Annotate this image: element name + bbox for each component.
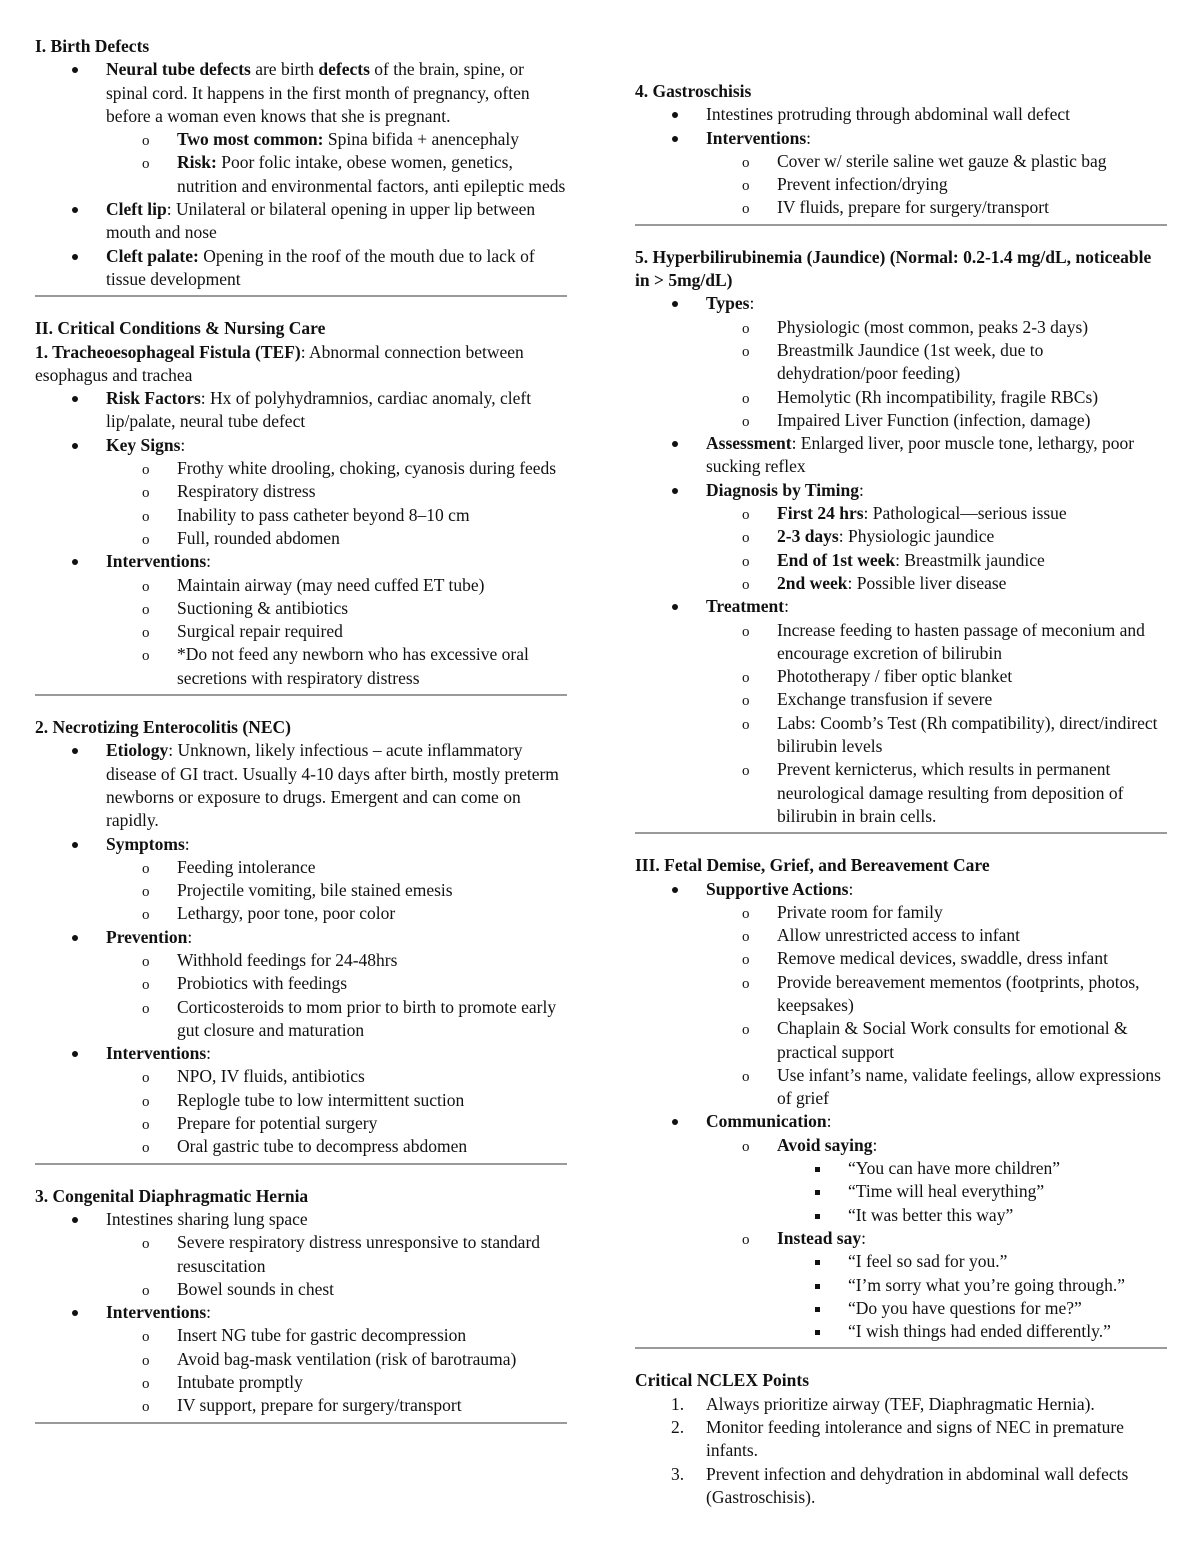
- divider: [35, 694, 567, 696]
- circle-bullet-icon: o: [742, 763, 750, 780]
- text: Spina bifida + anencephaly: [323, 129, 519, 150]
- circle-bullet-icon: o: [742, 716, 750, 733]
- circle-bullet-icon: o: [142, 601, 150, 618]
- divider: [635, 832, 1167, 834]
- list-item: o Hemolytic (Rh incompatibility, fragile RBCs): [636, 386, 1167, 409]
- list-item: “Do you have questions for me?”: [637, 1297, 1167, 1320]
- circle-bullet-icon: o: [142, 1093, 150, 1110]
- list-item: o Maintain airway (may need cuffed ET tube): [36, 574, 567, 597]
- bullet-icon: [671, 292, 677, 315]
- circle-bullet-icon: o: [142, 953, 150, 970]
- list-item: o Respiratory distress: [36, 480, 567, 503]
- list-item: o Oral gastric tube to decompress abdomen: [36, 1135, 567, 1158]
- list-item: o Chaplain & Social Work consults for emotional & practical support: [742, 1018, 1128, 1062]
- circle-bullet-icon: o: [142, 860, 150, 877]
- list-item: o Impaired Liver Function (infection, damage): [636, 409, 1167, 432]
- list-item: o Instead say: “I feel so sad for you.” “I’m sorry what you’re going through.” “Do you have questions for me?” “I wish things had ended differently.”: [636, 1227, 1167, 1343]
- square-bullet-icon: [814, 1250, 819, 1273]
- bullet-icon: [671, 878, 677, 901]
- bullet-icon: [71, 387, 77, 410]
- list-item: o Prevent infection/drying: [636, 173, 1167, 196]
- square-bullet-icon: [814, 1157, 819, 1180]
- circle-bullet-icon: o: [142, 1282, 150, 1299]
- term: Cleft lip: [106, 199, 167, 220]
- circle-bullet-icon: o: [142, 1070, 150, 1087]
- divider: [635, 224, 1167, 226]
- circle-bullet-icon: o: [742, 1068, 750, 1085]
- list-item: o 2-3 days: Physiologic jaundice: [636, 525, 1167, 548]
- list-item: o Bowel sounds in chest: [36, 1278, 567, 1301]
- bullet-icon: [671, 479, 677, 502]
- list-item: Interventions: o Maintain airway (may need cuffed ET tube) o Suctioning & antibiotics o Surgical repair required o *Do not feed any newborn who has excessive oral secretions with respiratory distress: [35, 550, 567, 690]
- circle-bullet-icon: o: [742, 929, 750, 946]
- left-column: [35, 35, 567, 1444]
- circle-bullet-icon: o: [742, 154, 750, 171]
- list-item: “I wish things had ended differently.”: [637, 1320, 1167, 1343]
- list-item: Assessment: Enlarged liver, poor muscle tone, lethargy, poor sucking reflex: [635, 432, 1167, 479]
- list-item: o Insert NG tube for gastric decompression: [36, 1324, 567, 1347]
- list-item: o NPO, IV fluids, antibiotics: [36, 1065, 567, 1088]
- circle-bullet-icon: o: [742, 623, 750, 640]
- list-item: o First 24 hrs: Pathological—serious issue: [636, 502, 1167, 525]
- circle-bullet-icon: o: [142, 1236, 150, 1253]
- gastroschisis-title: 4. Gastroschisis: [635, 81, 752, 101]
- list-item: o IV support, prepare for surgery/transport: [36, 1394, 567, 1417]
- nec-title: 2. Necrotizing Enterocolitis (NEC): [35, 717, 291, 738]
- list-item: o *Do not feed any newborn who has excessive oral secretions with respiratory distress: [142, 644, 529, 688]
- cdh-title: 3. Congenital Diaphragmatic Hernia: [35, 1185, 309, 1206]
- divider: [35, 295, 567, 297]
- circle-bullet-icon: o: [142, 531, 150, 548]
- tef-title: 1. Tracheoesophageal Fistula (TEF): Abnormal connection between esophagus and trachea: [35, 341, 524, 385]
- list-item: [36, 128, 567, 151]
- nclex-title: Critical NCLEX Points: [635, 1370, 810, 1391]
- list-item: o Prepare for potential surgery: [36, 1112, 567, 1135]
- list-item: Communication: o Avoid saying: “You can have more children” “Time will heal everything” “It was better this way” o Instead say: “I feel so sad for you.” “I’m sorry what you’re going through.” “Do you have questions for me?” “I wish things had ended differently.”: [635, 1110, 1167, 1343]
- cdh-list: [35, 1208, 567, 1418]
- circle-bullet-icon: o: [742, 1022, 750, 1039]
- list-item: o Remove medical devices, swaddle, dress infant: [636, 947, 1167, 970]
- circle-bullet-icon: o: [742, 553, 750, 570]
- text: Opening in the roof of the mouth due to lack of tissue development: [106, 245, 535, 289]
- list-item: o Use infant’s name, validate feelings, allow expressions of grief: [742, 1064, 1161, 1109]
- birth-defects-title: I. Birth Defects: [35, 36, 150, 56]
- list-item: Supportive Actions: o Private room for family o Allow unrestricted access to infant o Remove medical devices, swaddle, dress infant o Provide bereavement mementos (footprints, photos, keepsakes) o Chaplain & Social Work consults for emotional & practical support o Use infant’s name, validate feelings, allow expressions of grief: [635, 878, 1167, 1111]
- list-item: o Provide bereavement mementos (footprints, photos, keepsakes): [742, 971, 1140, 1015]
- circle-bullet-icon: o: [742, 1138, 750, 1155]
- bullet-icon: [71, 434, 77, 457]
- list-item: o IV fluids, prepare for surgery/transport: [636, 196, 1167, 219]
- list-item: o End of 1st week: Breastmilk jaundice: [636, 549, 1167, 572]
- list-item: o Replogle tube to low intermittent suction: [36, 1089, 567, 1112]
- bullet-icon: [671, 127, 677, 150]
- circle-bullet-icon: o: [742, 975, 750, 992]
- list-item: Treatment: o Increase feeding to hasten passage of meconium and encourage excretion of bilirubin o Phototherapy / fiber optic blanket o Exchange transfusion if severe o Labs: Coomb’s Test (Rh compatibility), direct/indirect bilirubin levels o Prevent kernicterus, which results in permanent neurological damage resulting from deposition of bilirubin in brain cells.: [635, 595, 1167, 828]
- term: Two most common:: [177, 129, 324, 150]
- circle-bullet-icon: o: [142, 1117, 150, 1134]
- list-item: Interventions: o Cover w/ sterile saline wet gauze & plastic bag o Prevent infection/drying o IV fluids, prepare for surgery/transport: [635, 127, 1167, 220]
- term: Cleft palate:: [106, 245, 199, 266]
- circle-bullet-icon: o: [142, 977, 150, 994]
- gastroschisis-list: [635, 103, 1167, 219]
- list-item: o Prevent kernicterus, which results in permanent neurological damage resulting from deposition of bilirubin in brain cells.: [742, 759, 1124, 826]
- circle-bullet-icon: o: [742, 390, 750, 407]
- list-item: o Breastmilk Jaundice (1st week, due to dehydration/poor feeding): [742, 339, 1044, 384]
- list-item: “I feel so sad for you.”: [637, 1250, 1167, 1273]
- circle-bullet-icon: o: [142, 648, 150, 665]
- circle-bullet-icon: o: [742, 530, 750, 547]
- list-item: Prevention: o Withhold feedings for 24-48hrs o Probiotics with feedings o Corticosteroids to mom prior to birth to promote early gut closure and maturation: [35, 926, 567, 1042]
- tef-list: [35, 387, 567, 690]
- circle-bullet-icon: o: [142, 1352, 150, 1369]
- list-item: o Lethargy, poor tone, poor color: [36, 902, 567, 925]
- divider: [35, 1163, 567, 1165]
- fetal-demise-title: III. Fetal Demise, Grief, and Bereavement Care: [635, 855, 990, 876]
- list-item: 3. Prevent infection and dehydration in abdominal wall defects (Gastroschisis).: [671, 1463, 1129, 1507]
- circle-bullet-icon: o: [142, 578, 150, 595]
- circle-bullet-icon: o: [742, 576, 750, 593]
- list-item: Types: o Physiologic (most common, peaks 2-3 days) o Breastmilk Jaundice (1st week, due to dehydration/poor feeding) o Hemolytic (Rh incompatibility, fragile RBCs) o Impaired Liver Function (infection, damage): [635, 292, 1167, 432]
- list-item: o Avoid saying: “You can have more children” “Time will heal everything” “It was better this way”: [636, 1134, 1167, 1227]
- circle-bullet-icon: o: [142, 485, 150, 502]
- square-bullet-icon: [814, 1180, 819, 1203]
- circle-bullet-icon: o: [742, 693, 750, 710]
- text: are birth: [250, 59, 319, 80]
- list-item: o Severe respiratory distress unresponsive to standard resuscitation: [142, 1232, 541, 1276]
- circle-bullet-icon: o: [142, 156, 150, 173]
- list-item: “It was better this way”: [637, 1204, 1167, 1227]
- list-item: o Probiotics with feedings: [36, 972, 567, 995]
- list-item: [35, 198, 567, 245]
- list-item: Interventions: o Insert NG tube for gastric decompression o Avoid bag-mask ventilation (risk of barotrauma) o Intubate promptly o IV support, prepare for surgery/transport: [35, 1301, 567, 1417]
- list-item: o Private room for family: [636, 901, 1167, 924]
- list-item: Symptoms: o Feeding intolerance o Projectile vomiting, bile stained emesis o Lethargy, poor tone, poor color: [35, 833, 567, 926]
- circle-bullet-icon: o: [142, 1140, 150, 1157]
- hyperbilirubinemia-title: 5. Hyperbilirubinemia (Jaundice) (Normal: 0.2-1.4 mg/dL, noticeable in > 5mg/dL): [635, 246, 1152, 291]
- list-item: “Time will heal everything”: [637, 1180, 1167, 1203]
- list-number: 1.: [671, 1393, 685, 1414]
- critical-conditions-section: [35, 317, 567, 1423]
- birth-defects-section: [35, 35, 567, 297]
- circle-bullet-icon: o: [142, 1376, 150, 1393]
- bullet-icon: [671, 595, 677, 618]
- list-item: o Projectile vomiting, bile stained emesis: [36, 879, 567, 902]
- divider: [635, 1347, 1167, 1349]
- list-number: 2.: [671, 1417, 685, 1438]
- nclex-list: [635, 1393, 1167, 1509]
- bullet-icon: [71, 198, 77, 221]
- bullet-icon: [671, 103, 677, 126]
- bullet-icon: [71, 1042, 77, 1065]
- list-item: o Corticosteroids to mom prior to birth to promote early gut closure and maturation: [142, 996, 557, 1040]
- text: Poor folic intake, obese women, genetics, nutrition and environmental factors, anti epileptic meds: [177, 152, 566, 196]
- circle-bullet-icon: o: [142, 462, 150, 479]
- circle-bullet-icon: o: [142, 1329, 150, 1346]
- list-number: 3.: [671, 1463, 685, 1484]
- list-item: o Inability to pass catheter beyond 8–10 cm: [36, 504, 567, 527]
- circle-bullet-icon: o: [742, 507, 750, 524]
- list-item: o Avoid bag-mask ventilation (risk of barotrauma): [36, 1348, 567, 1371]
- list-item: Diagnosis by Timing: o First 24 hrs: Pathological—serious issue o 2-3 days: Physiologic jaundice o End of 1st week: Breastmilk jaundice o 2nd week: Possible liver disease: [635, 479, 1167, 595]
- circle-bullet-icon: o: [742, 320, 750, 337]
- circle-bullet-icon: o: [742, 1231, 750, 1248]
- circle-bullet-icon: o: [142, 133, 150, 150]
- circle-bullet-icon: o: [742, 413, 750, 430]
- term: Neural tube defects: [106, 59, 251, 80]
- birth-defects-list: [35, 58, 567, 291]
- list-item: o 2nd week: Possible liver disease: [636, 572, 1167, 595]
- list-item: o Withhold feedings for 24-48hrs: [36, 949, 567, 972]
- list-item: Intestines protruding through abdominal wall defect: [635, 103, 1167, 126]
- critical-conditions-title: II. Critical Conditions & Nursing Care: [35, 318, 326, 339]
- list-item: [35, 245, 567, 292]
- divider: [35, 1422, 567, 1424]
- bullet-icon: [671, 1110, 677, 1133]
- list-item: 1. Always prioritize airway (TEF, Diaphragmatic Hernia).: [635, 1393, 1167, 1416]
- list-item: Risk Factors: Hx of polyhydramnios, cardiac anomaly, cleft lip/palate, neural tube defect: [35, 387, 567, 434]
- list-item: o Exchange transfusion if severe: [636, 688, 1167, 711]
- list-item: o Increase feeding to hasten passage of meconium and encourage excretion of bilirubin: [742, 619, 1145, 663]
- circle-bullet-icon: o: [742, 952, 750, 969]
- right-column: [635, 80, 1167, 1509]
- circle-bullet-icon: o: [742, 178, 750, 195]
- circle-bullet-icon: o: [142, 907, 150, 924]
- bullet-icon: [71, 58, 77, 81]
- list-item: o Frothy white drooling, choking, cyanosis during feeds: [36, 457, 567, 480]
- list-item: Key Signs: o Frothy white drooling, choking, cyanosis during feeds o Respiratory distress o Inability to pass catheter beyond 8–10 cm o Full, rounded abdomen: [35, 434, 567, 550]
- square-bullet-icon: [814, 1204, 819, 1227]
- list-item: [36, 151, 567, 198]
- list-item: 2. Monitor feeding intolerance and signs of NEC in premature infants.: [671, 1417, 1124, 1461]
- list-item: [35, 58, 567, 198]
- list-item: o Feeding intolerance: [36, 856, 567, 879]
- bullet-icon: [71, 833, 77, 856]
- bullet-icon: [71, 1208, 77, 1231]
- circle-bullet-icon: o: [742, 905, 750, 922]
- square-bullet-icon: [814, 1274, 819, 1297]
- circle-bullet-icon: o: [742, 343, 750, 360]
- term: Risk:: [177, 152, 217, 173]
- list-item: o Surgical repair required: [36, 620, 567, 643]
- circle-bullet-icon: o: [142, 625, 150, 642]
- circle-bullet-icon: o: [142, 1399, 150, 1416]
- square-bullet-icon: [814, 1297, 819, 1320]
- list-item: “I’m sorry what you’re going through.”: [637, 1274, 1167, 1297]
- list-item: Intestines sharing lung space o Severe respiratory distress unresponsive to standard resuscitation o Bowel sounds in chest: [35, 1208, 567, 1301]
- list-item: o Cover w/ sterile saline wet gauze & plastic bag: [636, 150, 1167, 173]
- bullet-icon: [71, 550, 77, 573]
- fetal-demise-list: [635, 878, 1167, 1344]
- list-item: o Phototherapy / fiber optic blanket: [636, 665, 1167, 688]
- bullet-icon: [71, 245, 77, 268]
- bullet-icon: [71, 926, 77, 949]
- list-item: o Full, rounded abdomen: [36, 527, 567, 550]
- list-item: o Suctioning & antibiotics: [36, 597, 567, 620]
- hyperbilirubinemia-list: [635, 292, 1167, 828]
- list-item: o Allow unrestricted access to infant: [636, 924, 1167, 947]
- list-item: Etiology: Unknown, likely infectious – acute inflammatory disease of GI tract. Usually 4-10 days after birth, mostly preterm newborns or exposure to drugs. Emergent and can come on rapidly.: [35, 739, 567, 832]
- list-item: o Physiologic (most common, peaks 2-3 days): [636, 316, 1167, 339]
- circle-bullet-icon: o: [742, 670, 750, 687]
- list-item: “You can have more children”: [637, 1157, 1167, 1180]
- circle-bullet-icon: o: [142, 508, 150, 525]
- list-item: o Labs: Coomb’s Test (Rh compatibility), direct/indirect bilirubin levels: [742, 712, 1158, 757]
- bullet-icon: [671, 432, 677, 455]
- list-item: o Intubate promptly: [36, 1371, 567, 1394]
- square-bullet-icon: [814, 1320, 819, 1343]
- nec-list: [35, 739, 567, 1158]
- circle-bullet-icon: o: [142, 1000, 150, 1017]
- text: of the brain, spine, or spinal cord. It happens in the first month of pregnancy, often before a woman even knows that she is pregnant.: [106, 59, 530, 126]
- bullet-icon: [71, 1301, 77, 1324]
- bullet-icon: [71, 739, 77, 762]
- circle-bullet-icon: o: [142, 884, 150, 901]
- text: : Unilateral or bilateral opening in upper lip between mouth and nose: [106, 199, 536, 243]
- circle-bullet-icon: o: [742, 201, 750, 218]
- list-item: Interventions: o NPO, IV fluids, antibiotics o Replogle tube to low intermittent suction o Prepare for potential surgery o Oral gastric tube to decompress abdomen: [35, 1042, 567, 1158]
- term: defects: [318, 59, 370, 80]
